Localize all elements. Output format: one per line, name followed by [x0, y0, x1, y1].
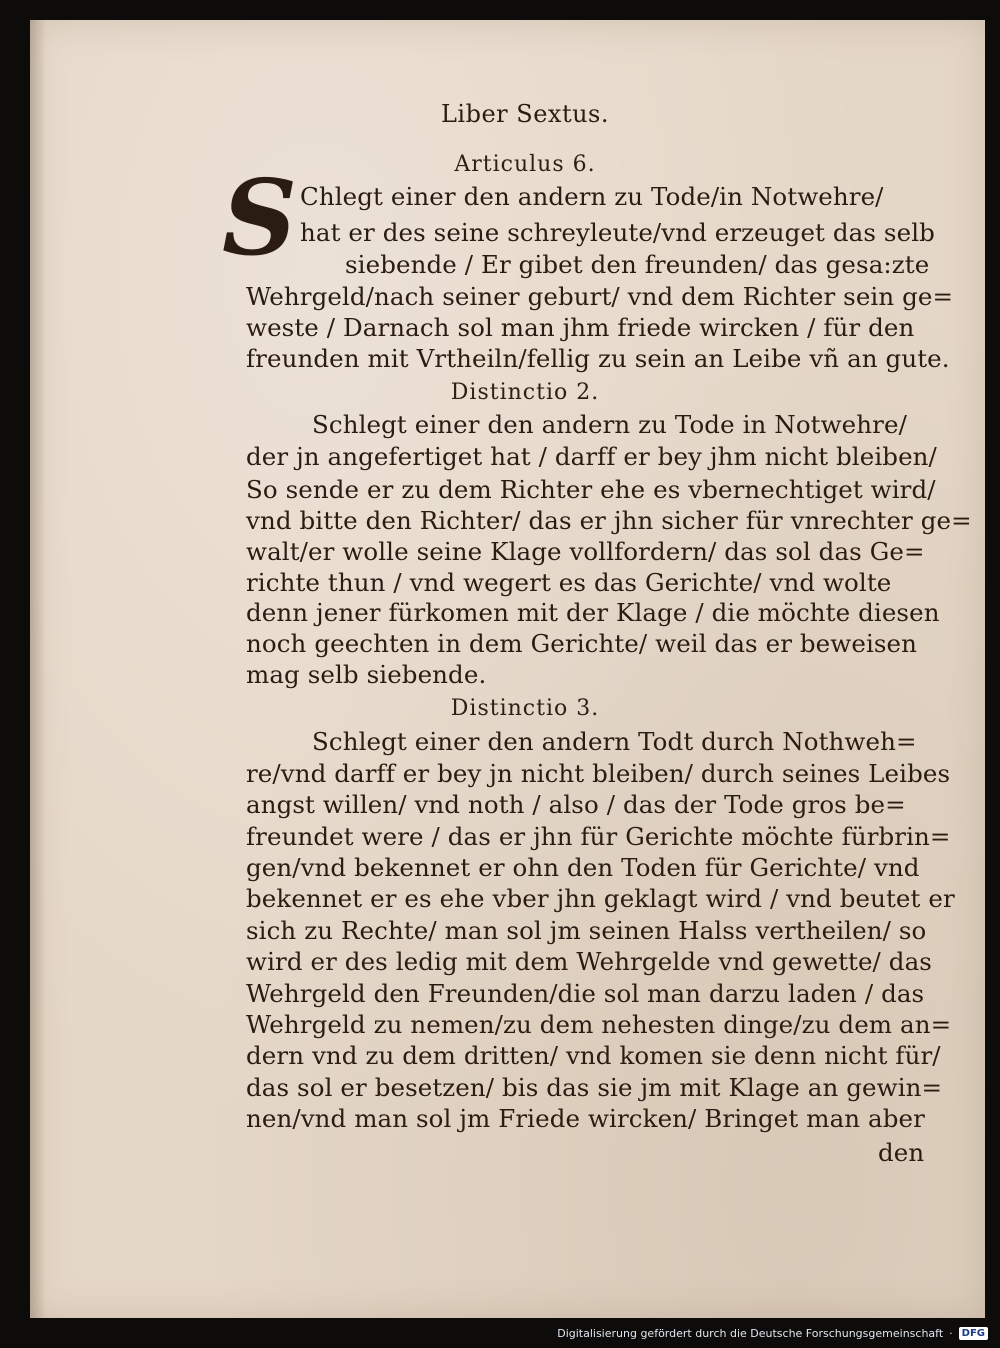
text-line: noch geechten in dem Gerichte/ weil das er beweisen	[246, 629, 918, 658]
text-line: dern vnd zu dem dritten/ vnd komen sie denn nicht für/	[246, 1041, 941, 1070]
decorated-initial: S	[222, 156, 298, 279]
separator-dot: ·	[949, 1326, 953, 1340]
text-line: angst willen/ vnd noth / also / das der Tode gros be=	[246, 790, 906, 819]
page-gutter-shadow	[30, 20, 46, 1318]
text-line: richte thun / vnd wegert es das Gerichte/ vnd wolte	[246, 568, 892, 597]
text-line: nen/vnd man sol jm Friede wircken/ Bringet man aber	[246, 1104, 925, 1133]
text-line: siebende / Er gibet den freunden/ das gesa:zte	[345, 250, 930, 279]
text-line: freundet were / das er jhn für Gerichte möchte fürbrin=	[246, 822, 951, 851]
text-line: Wehrgeld/nach seiner geburt/ vnd dem Richter sein ge=	[246, 282, 954, 311]
text-line: bekennet er es ehe vber jhn geklagt wird / vnd beutet er	[246, 884, 955, 913]
text-line: walt/er wolle seine Klage vollfordern/ das sol das Ge=	[246, 537, 925, 566]
text-line: der jn angefertiget hat / darff er bey jhm nicht bleiben/	[246, 442, 937, 471]
text-line: So sende er zu dem Richter ehe es vbernechtiget wird/	[246, 475, 936, 504]
running-head: Liber Sextus.	[440, 100, 609, 128]
text-line: Schlegt einer den andern Todt durch Nothweh=	[312, 727, 917, 756]
heading-articulus: Articulus 6.	[454, 152, 596, 177]
text-line: Wehrgeld den Freunden/die sol man darzu laden / das	[246, 979, 925, 1008]
funding-credit: Digitalisierung gefördert durch die Deutsche Forschungsgemeinschaft	[557, 1326, 944, 1340]
text-line: Wehrgeld zu nemen/zu dem nehesten dinge/zu dem an=	[246, 1010, 952, 1039]
digitization-credit-bar	[557, 1324, 988, 1342]
catchword: den	[878, 1138, 925, 1167]
text-line: denn jener fürkomen mit der Klage / die möchte diesen	[246, 598, 940, 627]
text-line: sich zu Rechte/ man sol jm seinen Halss vertheilen/ so	[246, 916, 927, 945]
text-line: vnd bitte den Richter/ das er jhn sicher für vnrechter ge=	[246, 506, 972, 535]
dfg-logo-icon: DFG	[959, 1327, 988, 1340]
heading-distinctio-2: Distinctio 2.	[450, 380, 600, 405]
heading-distinctio-3: Distinctio 3.	[450, 696, 600, 721]
text-line: Chlegt einer den andern zu Tode/in Notwehre/	[300, 182, 884, 211]
text-line: wird er des ledig mit dem Wehrgelde vnd gewette/ das	[246, 947, 932, 976]
text-line: freunden mit Vrtheiln/fellig zu sein an Leibe vñ an gute.	[246, 344, 950, 373]
text-line: hat er des seine schreyleute/vnd erzeuget das selb	[300, 218, 935, 247]
text-line: mag selb siebende.	[246, 660, 487, 689]
text-line: Schlegt einer den andern zu Tode in Notwehre/	[312, 410, 907, 439]
text-line: re/vnd darff er bey jn nicht bleiben/ durch seines Leibes	[246, 759, 951, 788]
text-line: gen/vnd bekennet er ohn den Toden für Gerichte/ vnd	[246, 853, 920, 882]
text-line: weste / Darnach sol man jhm friede wircken / für den	[246, 313, 915, 342]
text-line: das sol er besetzen/ bis das sie jm mit Klage an gewin=	[246, 1073, 943, 1102]
